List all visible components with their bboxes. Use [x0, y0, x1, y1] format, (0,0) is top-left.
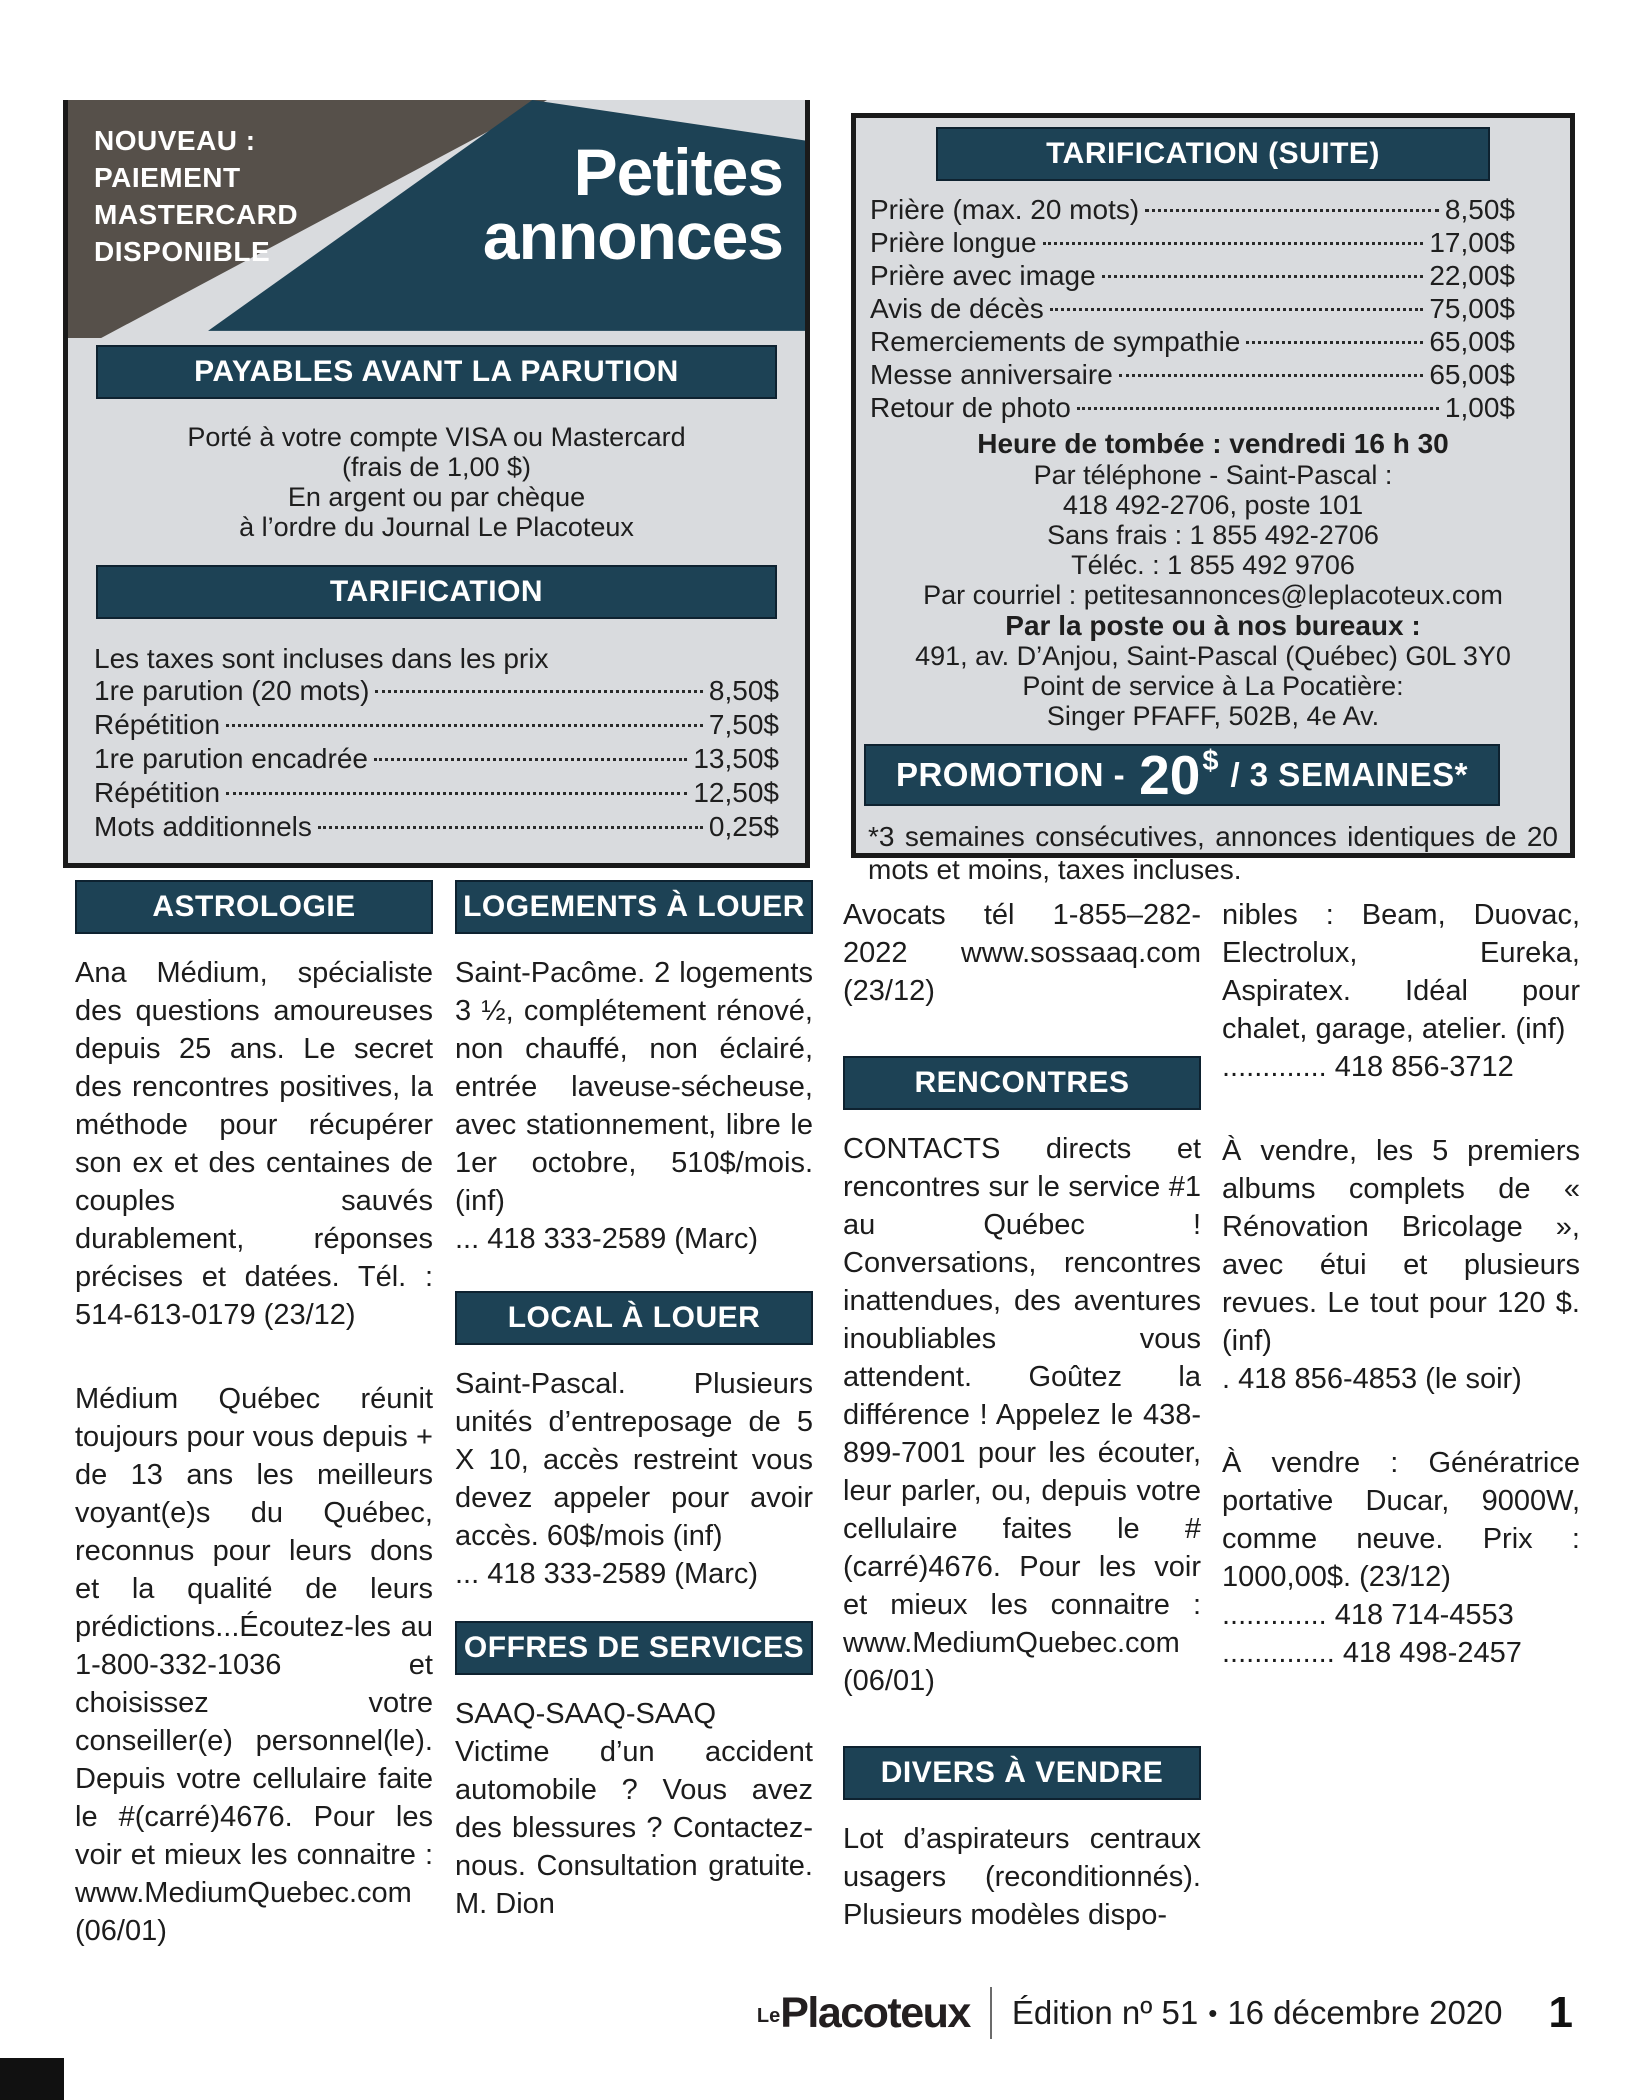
mail-line: Singer PFAFF, 502B, 4e Av.	[1046, 701, 1380, 731]
price-row	[870, 227, 1515, 260]
classified-ad-phone: . 418 856-4853 (le soir)	[1222, 1363, 1522, 1395]
price-value: 17,00$	[1429, 227, 1515, 258]
price-row	[870, 260, 1515, 293]
dot-leader	[374, 758, 687, 761]
category-header-divers: DIVERS À VENDRE	[843, 1746, 1201, 1800]
price-row	[94, 811, 779, 845]
dot-leader	[1077, 407, 1439, 410]
logo-name: Placoteux	[780, 1988, 970, 2037]
classified-ad: CONTACTS directs et rencontres sur le service #1 au Québec ! Conversations, rencontres inattendues, des aventures inoubliables vous attendent. Goûtez la différence ! Appelez le 438-899-7001 pour les écouter, leur parler, ou, depuis votre cellulaire faites le #(carré)4676. Pour les voir et mieux les connaitre : www.MediumQuebec.com (06/01)	[843, 1133, 1201, 1697]
promo-suffix: / 3 SEMAINES*	[1230, 756, 1469, 793]
price-row	[870, 293, 1515, 326]
price-label: Prière (max. 20 mots)	[870, 194, 1140, 225]
page-footer	[757, 1985, 1573, 2041]
price-label: Retour de photo	[870, 392, 1071, 423]
dot-leader	[226, 792, 687, 795]
price-row	[94, 743, 779, 777]
contact-line: Sans frais : 1 855 492-2706	[1047, 520, 1379, 550]
dot-leader	[226, 724, 703, 727]
tarification-suite-list	[870, 194, 1515, 425]
contact-line: Par téléphone - Saint-Pascal :	[1033, 460, 1393, 490]
classified-ad: nibles : Beam, Duovac, Electrolux, Eureka, Aspiratex. Idéal pour chalet, garage, atelier. (inf)	[1222, 899, 1580, 1045]
contact-line: Téléc. : 1 855 492 9706	[1071, 550, 1355, 580]
category-header-rencontres: RENCONTRES	[843, 1056, 1201, 1110]
classified-column-4	[1222, 880, 1580, 1672]
contact-line-email: Par courriel : petitesannonces@leplacoteux.com	[923, 580, 1503, 610]
notice-line: NOUVEAU :	[94, 125, 256, 156]
notice-line: DISPONIBLE	[94, 236, 271, 267]
dot-leader	[1145, 209, 1439, 212]
page-title-line2: annonces	[482, 199, 783, 273]
price-value: 75,00$	[1429, 293, 1515, 324]
bullet-separator: •	[1208, 1997, 1218, 2028]
price-value: 7,50$	[708, 709, 779, 740]
price-value: 22,00$	[1429, 260, 1515, 291]
category-header-services: OFFRES DE SERVICES	[455, 1621, 813, 1675]
footer-divider	[990, 1987, 992, 2039]
promo-currency: $	[1202, 744, 1219, 777]
price-value: 65,00$	[1429, 326, 1515, 357]
tarification-header-bar: TARIFICATION	[96, 565, 777, 619]
dot-leader	[1043, 242, 1424, 245]
dot-leader	[1050, 308, 1424, 311]
page-number: 1	[1548, 1988, 1573, 2037]
classified-ad: Avocats tél 1-855–282-2022 www.sossaaq.com (23/12)	[843, 899, 1201, 1007]
dot-leader	[318, 826, 703, 829]
price-value: 8,50$	[708, 675, 779, 706]
payables-line: à l’ordre du Journal Le Placoteux	[239, 512, 634, 542]
newspaper-logo	[756, 1988, 970, 2037]
category-header-astrologie: ASTROLOGIE	[75, 880, 433, 934]
page-title	[482, 135, 783, 273]
tarification-suite-panel	[851, 113, 1575, 885]
price-label: Remerciements de sympathie	[870, 326, 1241, 357]
price-label: Prière longue	[870, 227, 1037, 258]
promotion-bar	[864, 744, 1500, 806]
category-header-logements: LOGEMENTS À LOUER	[455, 880, 813, 934]
price-label: Prière avec image	[870, 260, 1096, 291]
price-row	[870, 326, 1515, 359]
contact-block	[856, 460, 1570, 610]
mail-block	[856, 641, 1570, 731]
category-header-local: LOCAL À LOUER	[455, 1291, 813, 1345]
dot-leader	[1119, 374, 1424, 377]
price-value: 0,25$	[708, 811, 779, 842]
classified-ad-phone: ... 418 333-2589 (Marc)	[455, 1223, 759, 1255]
price-label: Avis de décès	[870, 293, 1044, 324]
payables-text	[68, 422, 805, 542]
price-row	[870, 194, 1515, 227]
payables-line: (frais de 1,00 $)	[341, 452, 532, 482]
promotion-note: *3 semaines consécutives, annonces identiques de 20 mots et moins, taxes incluses.	[868, 821, 1558, 885]
classified-ad: SAAQ-SAAQ-SAAQ Victime d’un accident automobile ? Vous avez des blessures ? Contactez-nous. Consultation gratuite. M. Dion	[455, 1698, 813, 1920]
price-value: 65,00$	[1429, 359, 1515, 390]
mail-header: Par la poste ou à nos bureaux :	[1005, 610, 1421, 641]
scan-corner-artifact	[0, 2058, 64, 2100]
classified-ad: Ana Médium, spécialiste des questions amoureuses depuis 25 ans. Le secret des rencontres positives, la méthode pour récupérer son ex et des centaines de couples sauvés durablement, réponses précises et datées. Tél. : 514-613-0179 (23/12)	[75, 957, 433, 1331]
price-row	[94, 709, 779, 743]
tarification-suite-header-bar: TARIFICATION (SUITE)	[936, 127, 1490, 181]
classified-ad: Lot d’aspirateurs centraux usagers (reconditionnés). Plusieurs modèles dispo-	[843, 1823, 1201, 1931]
tarification-note: Les taxes sont incluses dans les prix	[94, 643, 549, 674]
price-label: Répétition	[94, 777, 221, 808]
classified-ad-phone: ... 418 333-2589 (Marc)	[455, 1558, 759, 1590]
price-label: Messe anniversaire	[870, 359, 1113, 390]
price-value: 1,00$	[1444, 392, 1515, 423]
price-row	[94, 777, 779, 811]
notice-line: MASTERCARD	[94, 199, 299, 230]
price-label: 1re parution (20 mots)	[94, 675, 370, 706]
notice-line: PAIEMENT	[94, 162, 241, 193]
promo-prefix: PROMOTION -	[895, 756, 1126, 793]
price-row	[870, 359, 1515, 392]
classified-ad: Saint-Pascal. Plusieurs unités d’entreposage de 5 X 10, accès restreint vous devez appeler pour avoir accès. 60$/mois (inf)	[455, 1368, 813, 1552]
edition-number: Édition nº 51	[1011, 1994, 1199, 2031]
price-row	[870, 392, 1515, 425]
classified-ad-phone: ............. 418 856-3712	[1222, 1051, 1514, 1083]
contact-line: 418 492-2706, poste 101	[1062, 490, 1364, 520]
classified-ad: Médium Québec réunit toujours pour vous depuis + de 13 ans les meilleurs voyant(e)s du Québec, reconnus pour leurs dons et la qualité de leurs prédictions...Écoutez-les au 1-800-332-1036 et choisissez votre conseiller(e) personnel(le). Depuis votre cellulaire faite le #(carré)4676. Pour les voir et mieux les connaitre : www.MediumQuebec.com (06/01)	[75, 1383, 433, 1947]
mail-line: Point de service à La Pocatière:	[1022, 671, 1404, 701]
classified-ad-phone: ............. 418 714-4553	[1222, 1599, 1514, 1631]
classified-ad: À vendre, les 5 premiers albums complets de « Rénovation Bricolage », avec étui et plusieurs revues. Le tout pour 120 $. (inf)	[1222, 1135, 1580, 1357]
logo-prefix: Le	[756, 2004, 781, 2027]
left-info-panel	[63, 100, 810, 868]
mail-line: 491, av. D’Anjou, Saint-Pascal (Québec) G0L 3Y0	[915, 641, 1511, 671]
price-label: 1re parution encadrée	[94, 743, 368, 774]
classified-column-1	[75, 880, 433, 1950]
deadline-line: Heure de tombée : vendredi 16 h 30	[977, 428, 1449, 459]
promo-amount: 20	[1139, 743, 1201, 806]
payables-line: Porté à votre compte VISA ou Mastercard	[187, 422, 686, 452]
masthead	[68, 100, 805, 338]
page-title-line1: Petites	[573, 135, 783, 209]
classified-column-3	[843, 880, 1201, 1934]
dot-leader	[1246, 341, 1423, 344]
price-value: 12,50$	[693, 777, 779, 808]
tarification-list	[94, 643, 779, 845]
dot-leader	[375, 690, 702, 693]
classified-column-2	[455, 880, 813, 1923]
price-value: 8,50$	[1444, 194, 1515, 225]
price-label: Répétition	[94, 709, 221, 740]
price-value: 13,50$	[693, 743, 779, 774]
classified-ad: Saint-Pacôme. 2 logements 3 ½, complétement rénové, non chauffé, non éclairé, entrée laveuse-sécheuse, avec stationnement, libre le 1er octobre, 510$/mois. (inf)	[455, 957, 813, 1217]
payment-notice	[94, 122, 298, 270]
classified-ad-phone: .............. 418 498-2457	[1222, 1637, 1522, 1669]
price-label: Mots additionnels	[94, 811, 312, 842]
classified-ad: À vendre : Génératrice portative Ducar, 9000W, comme neuve. Prix : 1000,00$. (23/12)	[1222, 1447, 1580, 1593]
payables-line: En argent ou par chèque	[287, 482, 586, 512]
dot-leader	[1102, 275, 1424, 278]
edition-date: 16 décembre 2020	[1227, 1994, 1503, 2031]
payables-header-bar: PAYABLES AVANT LA PARUTION	[96, 345, 777, 399]
price-row	[94, 675, 779, 709]
